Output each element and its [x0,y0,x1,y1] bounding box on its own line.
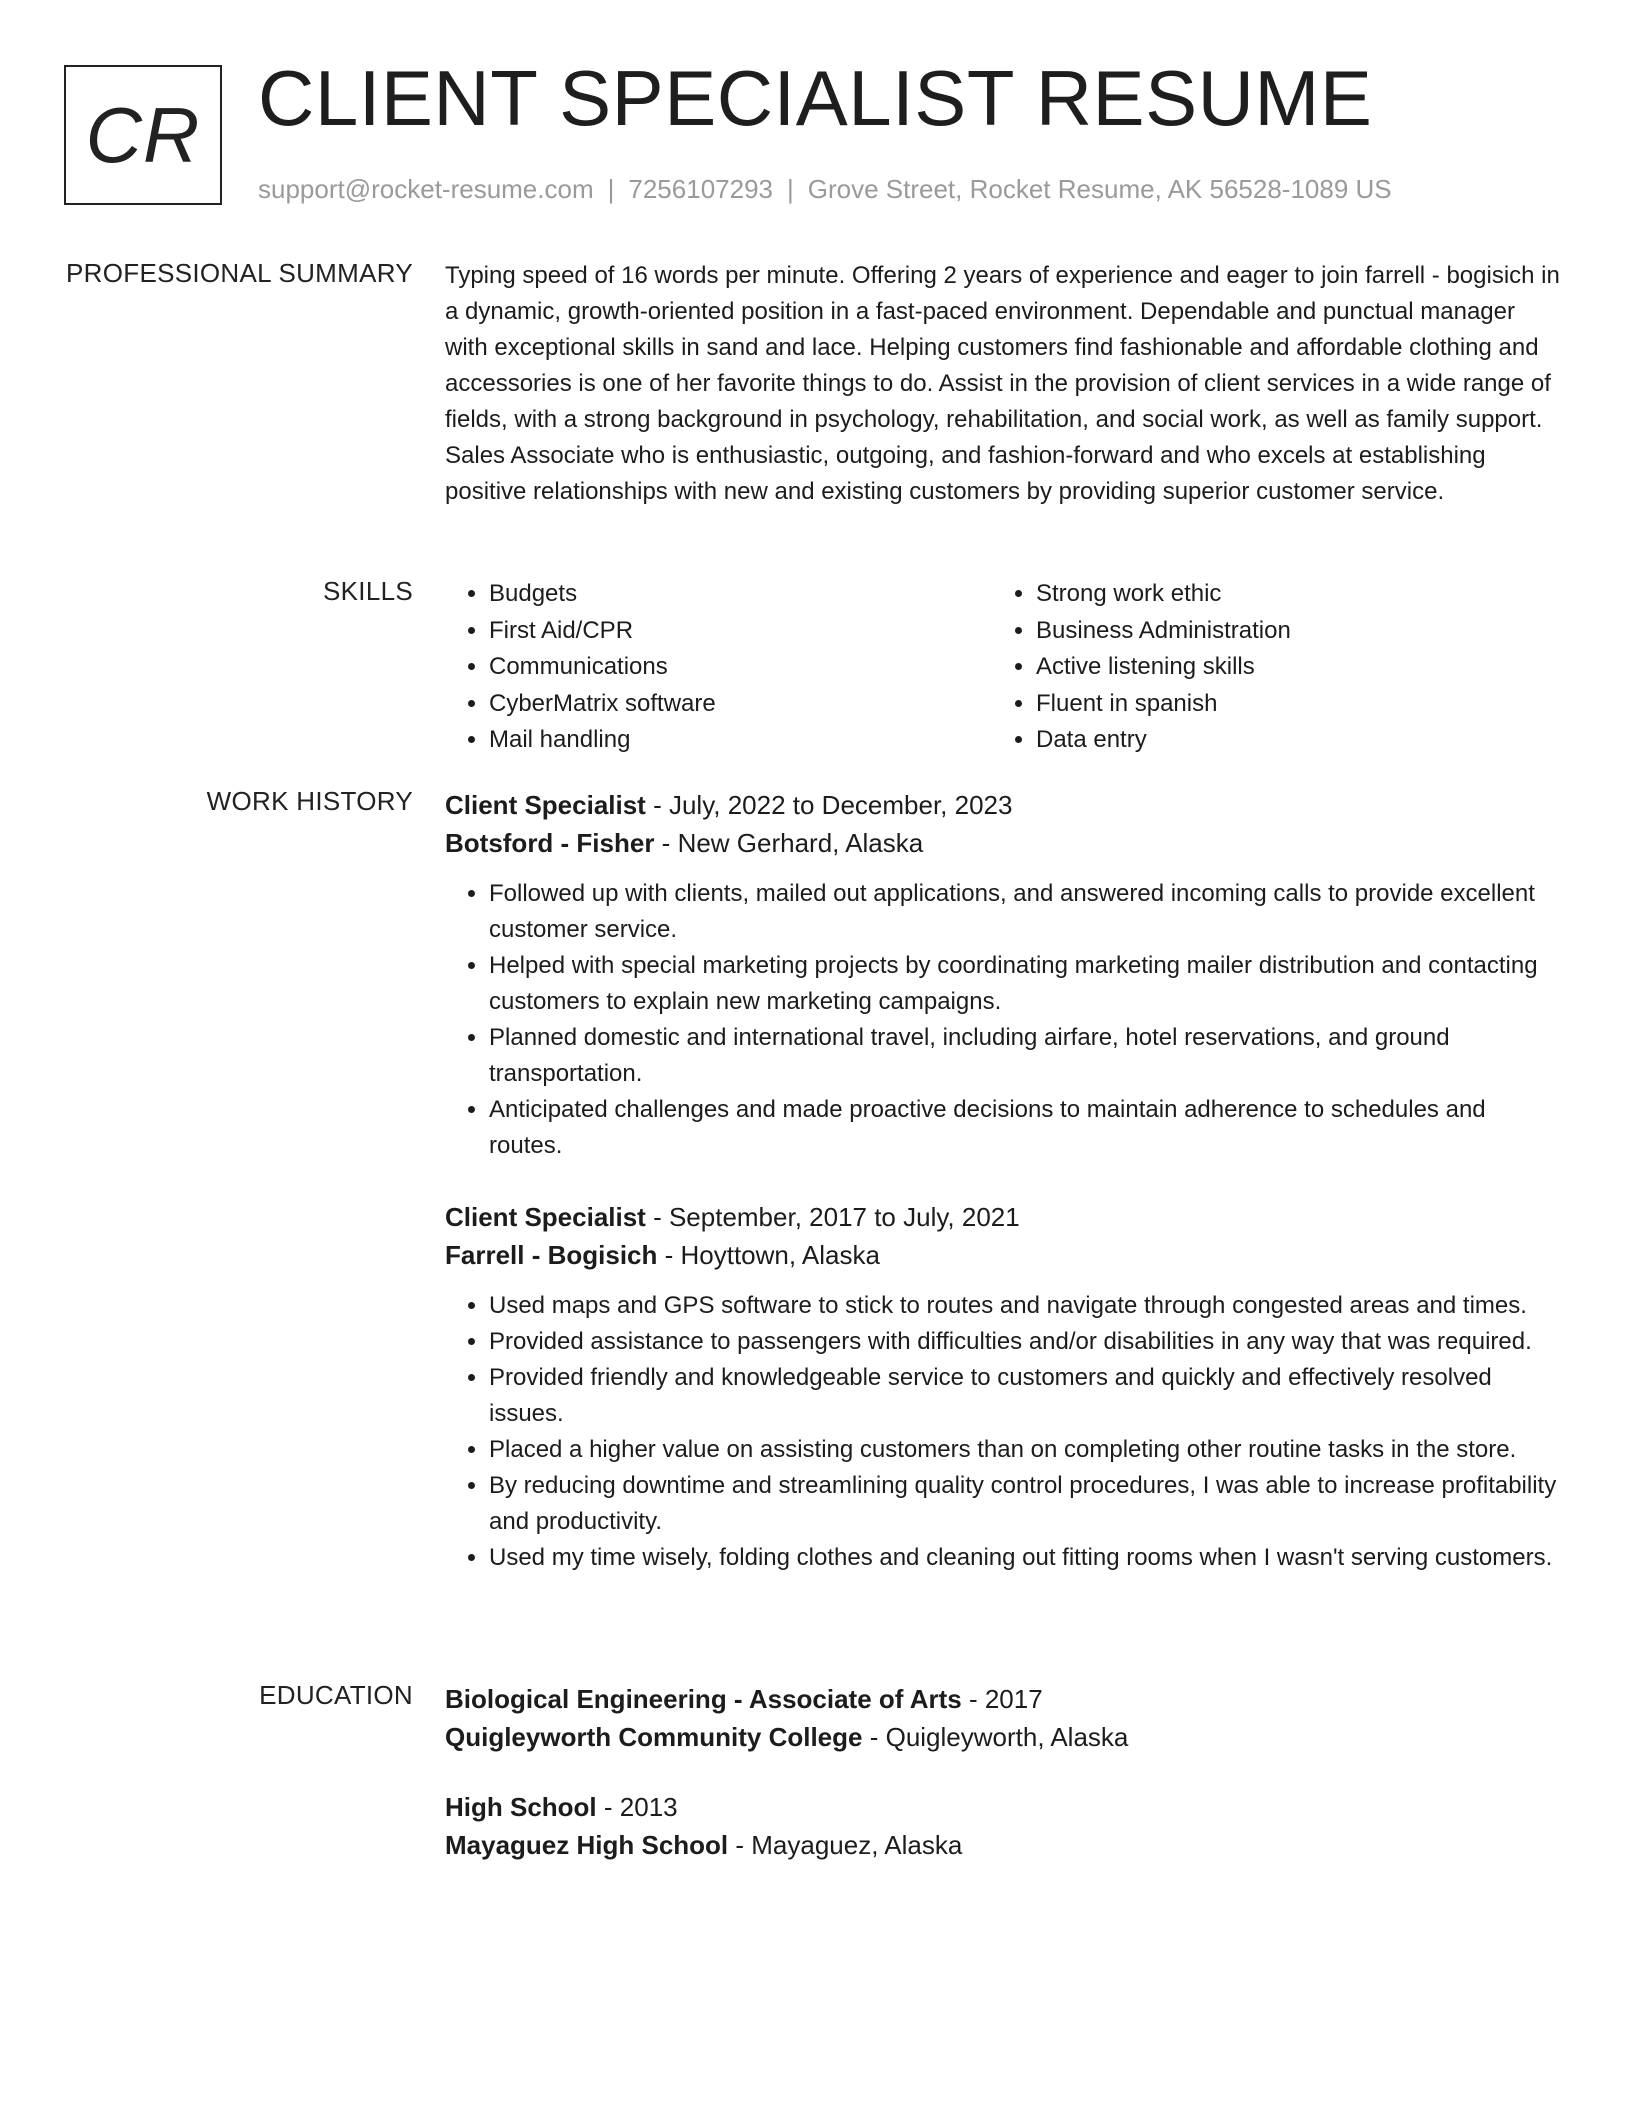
degree: High School [445,1792,597,1822]
job-location: New Gerhard, Alaska [677,828,924,858]
contact-separator: | [607,174,615,204]
job-title-line: Client Specialist - July, 2022 to December, 2023 [445,790,1013,820]
job-company-line: Botsford - Fisher - New Gerhard, Alaska [445,828,924,858]
skills-list-right [992,576,1539,759]
contact-phone[interactable]: 7256107293 [628,174,773,204]
skill-item: • Strong work ethic [1036,576,1539,613]
job-title: Client Specialist [445,1202,646,1232]
contact-address: Grove Street, Rocket Resume, AK 56528-1089 US [807,174,1392,204]
contact-separator: | [787,174,794,204]
job-entry [445,786,1560,1164]
job-bullet: • Planned domestic and international travel, including airfare, hotel reservations, and ground transportation. [489,1020,1560,1092]
job-bullets [445,876,1560,1164]
skill-item: • Mail handling [489,722,992,759]
job-bullet: • Provided friendly and knowledgeable service to customers and quickly and effectively resolved issues. [489,1360,1560,1432]
summary-content [445,258,1560,510]
school: Mayaguez High School [445,1830,729,1860]
school: Quigleyworth Community College [445,1722,863,1752]
job-bullet: • Provided assistance to passengers with difficulties and/or disabilities in any way that was required. [489,1324,1560,1360]
school-location: Mayaguez, Alaska [751,1830,963,1860]
skill-item: • Business Administration [1036,613,1539,650]
job-bullet: • Used maps and GPS software to stick to routes and navigate through congested areas and times. [489,1288,1560,1324]
education-entry [445,1788,1560,1864]
job-title: Client Specialist [445,790,646,820]
job-title-line: Client Specialist - September, 2017 to July, 2021 [445,1202,1020,1232]
job-company: Botsford - Fisher [445,828,655,858]
job-bullet: • Helped with special marketing projects by coordinating marketing mailer distribution and contacting customers to explain new marketing campaigns. [489,948,1560,1020]
section-label-summary: PROFESSIONAL SUMMARY [66,258,413,288]
resume-title: CLIENT SPECIALIST RESUME [258,54,1373,142]
degree-line: High School - 2013 [445,1792,678,1822]
skills-list-left [445,576,992,759]
education-entry [445,1680,1560,1756]
skills-content [445,576,1560,759]
job-bullet: • By reducing downtime and streamlining quality control procedures, I was able to increase profitability and productivity. [489,1468,1560,1540]
monogram-initials: CR [85,90,201,179]
job-bullet: • Anticipated challenges and made proactive decisions to maintain adherence to schedules and routes. [489,1092,1560,1164]
section-label-education: EDUCATION [259,1680,413,1710]
summary-text: Typing speed of 16 words per minute. Offering 2 years of experience and eager to join farrell - bogisich in a dynamic, growth-oriented position in a fast-paced environment. Dependable and punctual manager with exceptional skills in sand and lace. Helping customers find fashionable and affordable clothing and accessories is one of her favorite things to do. Assist in the provision of client services in a wide range of fields, with a strong background in psychology, rehabilitation, and social work, as well as family support. Sales Associate who is enthusiastic, outgoing, and fashion-forward and who excels at establishing positive relationships with new and existing customers by providing superior customer service. [445,262,1560,505]
skill-item: • CyberMatrix software [489,686,992,723]
contact-line [258,174,1392,205]
job-bullets [445,1288,1560,1576]
skill-item: • Budgets [489,576,992,613]
job-bullet: • Used my time wisely, folding clothes and cleaning out fitting rooms when I wasn't serving customers. [489,1540,1560,1576]
job-dates: September, 2017 to July, 2021 [668,1202,1020,1232]
job-bullet: • Placed a higher value on assisting customers than on completing other routine tasks in the store. [489,1432,1560,1468]
job-entry [445,1198,1560,1576]
job-company-line: Farrell - Bogisich - Hoyttown, Alaska [445,1240,880,1270]
contact-email[interactable]: support@rocket-resume.com [258,174,594,204]
section-label-skills: SKILLS [323,576,413,606]
monogram-box [64,65,222,205]
job-location: Hoyttown, Alaska [680,1240,880,1270]
degree-year: 2017 [984,1684,1043,1714]
school-location: Quigleyworth, Alaska [885,1722,1129,1752]
skill-item: • First Aid/CPR [489,613,992,650]
job-dates: July, 2022 to December, 2023 [668,790,1013,820]
skill-item: • Data entry [1036,722,1539,759]
skills-columns [445,576,1560,759]
job-bullet: • Followed up with clients, mailed out applications, and answered incoming calls to provide excellent customer service. [489,876,1560,948]
skill-item: • Fluent in spanish [1036,686,1539,723]
skill-item: • Active listening skills [1036,649,1539,686]
degree: Biological Engineering - Associate of Arts [445,1684,962,1714]
section-label-work: WORK HISTORY [206,786,413,816]
job-company: Farrell - Bogisich [445,1240,658,1270]
skill-item: • Communications [489,649,992,686]
school-line: Quigleyworth Community College - Quigleyworth, Alaska [445,1722,1129,1752]
school-line: Mayaguez High School - Mayaguez, Alaska [445,1830,963,1860]
degree-line: Biological Engineering - Associate of Arts - 2017 [445,1684,1043,1714]
degree-year: 2013 [619,1792,678,1822]
